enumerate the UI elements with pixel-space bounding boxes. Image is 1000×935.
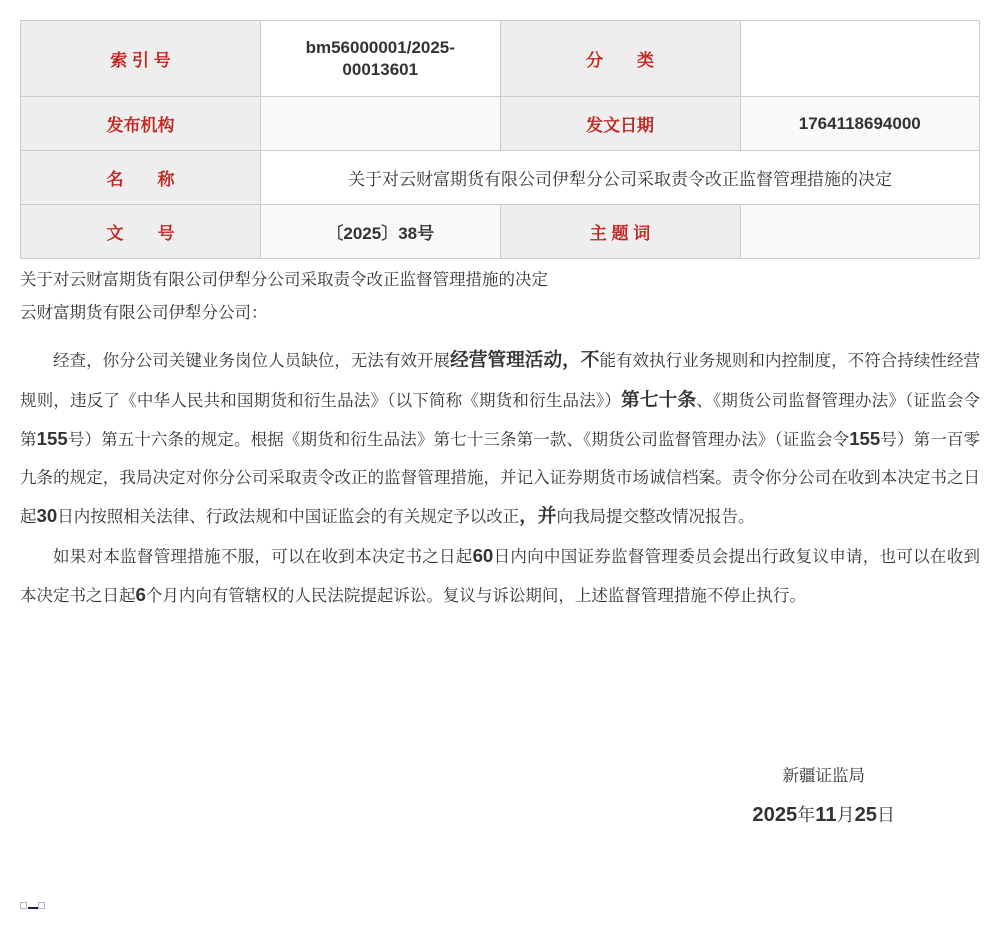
text-segment: 25	[854, 803, 877, 826]
keywords-label: 主 题 词	[500, 205, 740, 259]
text-segment: 向我局提交整改情况报告。	[556, 508, 755, 526]
text-segment: 日	[877, 804, 895, 825]
text-segment: 个月内向有管辖权的人民法院提起诉讼。复议与诉讼期间，上述监督管理措施不停止执行。	[145, 587, 806, 605]
text-segment: 155	[849, 428, 881, 449]
text-segment: 第七十条	[621, 388, 697, 410]
text-segment: 能有效执行业务规则和内控制度，不符合持续性经营规则，违反了《中华人民共和国期货和衍生品法》（以下简称《期货和衍生品法》）	[20, 352, 980, 410]
paragraph-findings	[20, 341, 980, 537]
text-segment: 如果对本监督管理措施不服，可以在收到本决定书之日起	[53, 547, 473, 566]
doc-number-label: 文 号	[21, 205, 261, 259]
doc-number-value: 〔2025〕38号	[261, 205, 501, 259]
signature-block	[20, 764, 980, 828]
index-number-label: 索 引 号	[21, 21, 261, 97]
broken-image-icon	[20, 902, 27, 909]
text-segment: 30	[36, 505, 58, 526]
salutation: 云财富期货有限公司伊犁分公司：	[20, 304, 268, 322]
text-segment: 、《期货公司监督管理办法》（证监会令第	[20, 391, 981, 449]
name-label: 名 称	[21, 151, 261, 205]
issuing-agency-value	[261, 97, 501, 151]
text-segment: 月	[836, 804, 855, 825]
text-segment: 11	[815, 803, 837, 826]
issuing-agency-label: 发布机构	[21, 97, 261, 151]
text-segment: 60	[472, 544, 494, 566]
category-value	[740, 21, 980, 97]
index-number-value: bm56000001/2025-00013601	[261, 21, 501, 97]
text-segment: 年	[797, 804, 816, 825]
text-segment: 日内按照相关法律、行政法规和中国证监会的有关规定予以改正	[57, 508, 520, 526]
text-segment: 2025	[752, 803, 798, 826]
issue-date-value: 1764118694000	[740, 97, 980, 151]
text-segment: 155	[36, 428, 68, 449]
issue-date-label: 发文日期	[500, 97, 740, 151]
signature-organization: 新疆证监局	[782, 766, 865, 785]
text-segment: 6	[135, 584, 146, 605]
category-label: 分 类	[500, 21, 740, 97]
document-title: 关于对云财富期货有限公司伊犁分公司采取责令改正监督管理措施的决定	[20, 271, 548, 289]
paragraph-appeal-rights	[20, 537, 980, 616]
table-row	[21, 21, 980, 97]
table-row	[21, 151, 980, 205]
table-row	[21, 205, 980, 259]
broken-image-icon	[38, 902, 45, 909]
text-segment: ，并	[519, 505, 557, 526]
footer-attachment-area	[20, 898, 45, 909]
table-row	[21, 97, 980, 151]
text-segment: 日内向中国证券监督管理委员会提出行政复议申请，也可以在收到本决定书之日起	[20, 547, 981, 605]
document-body	[20, 264, 980, 828]
name-value: 关于对云财富期货有限公司伊犁分公司采取责令改正监督管理措施的决定	[261, 151, 980, 205]
text-segment: 经查，你分公司关键业务岗位人员缺位，无法有效开展	[53, 352, 451, 370]
text-segment: 经营管理活动，不	[450, 349, 600, 370]
metadata-table	[20, 20, 980, 259]
text-segment: 号）第五十六条的规定。根据《期货和衍生品法》第七十三条第一款、《期货公司监督管理办法》（证监会令	[67, 431, 850, 449]
keywords-value	[740, 205, 980, 259]
signature-date	[20, 802, 980, 828]
text-segment: 号）第一百零九条的规定，我局决定对你分公司采取责令改正的监督管理措施，并记入证券期货市场诚信档案。责令你分公司在收到本决定书之日起	[20, 431, 981, 526]
